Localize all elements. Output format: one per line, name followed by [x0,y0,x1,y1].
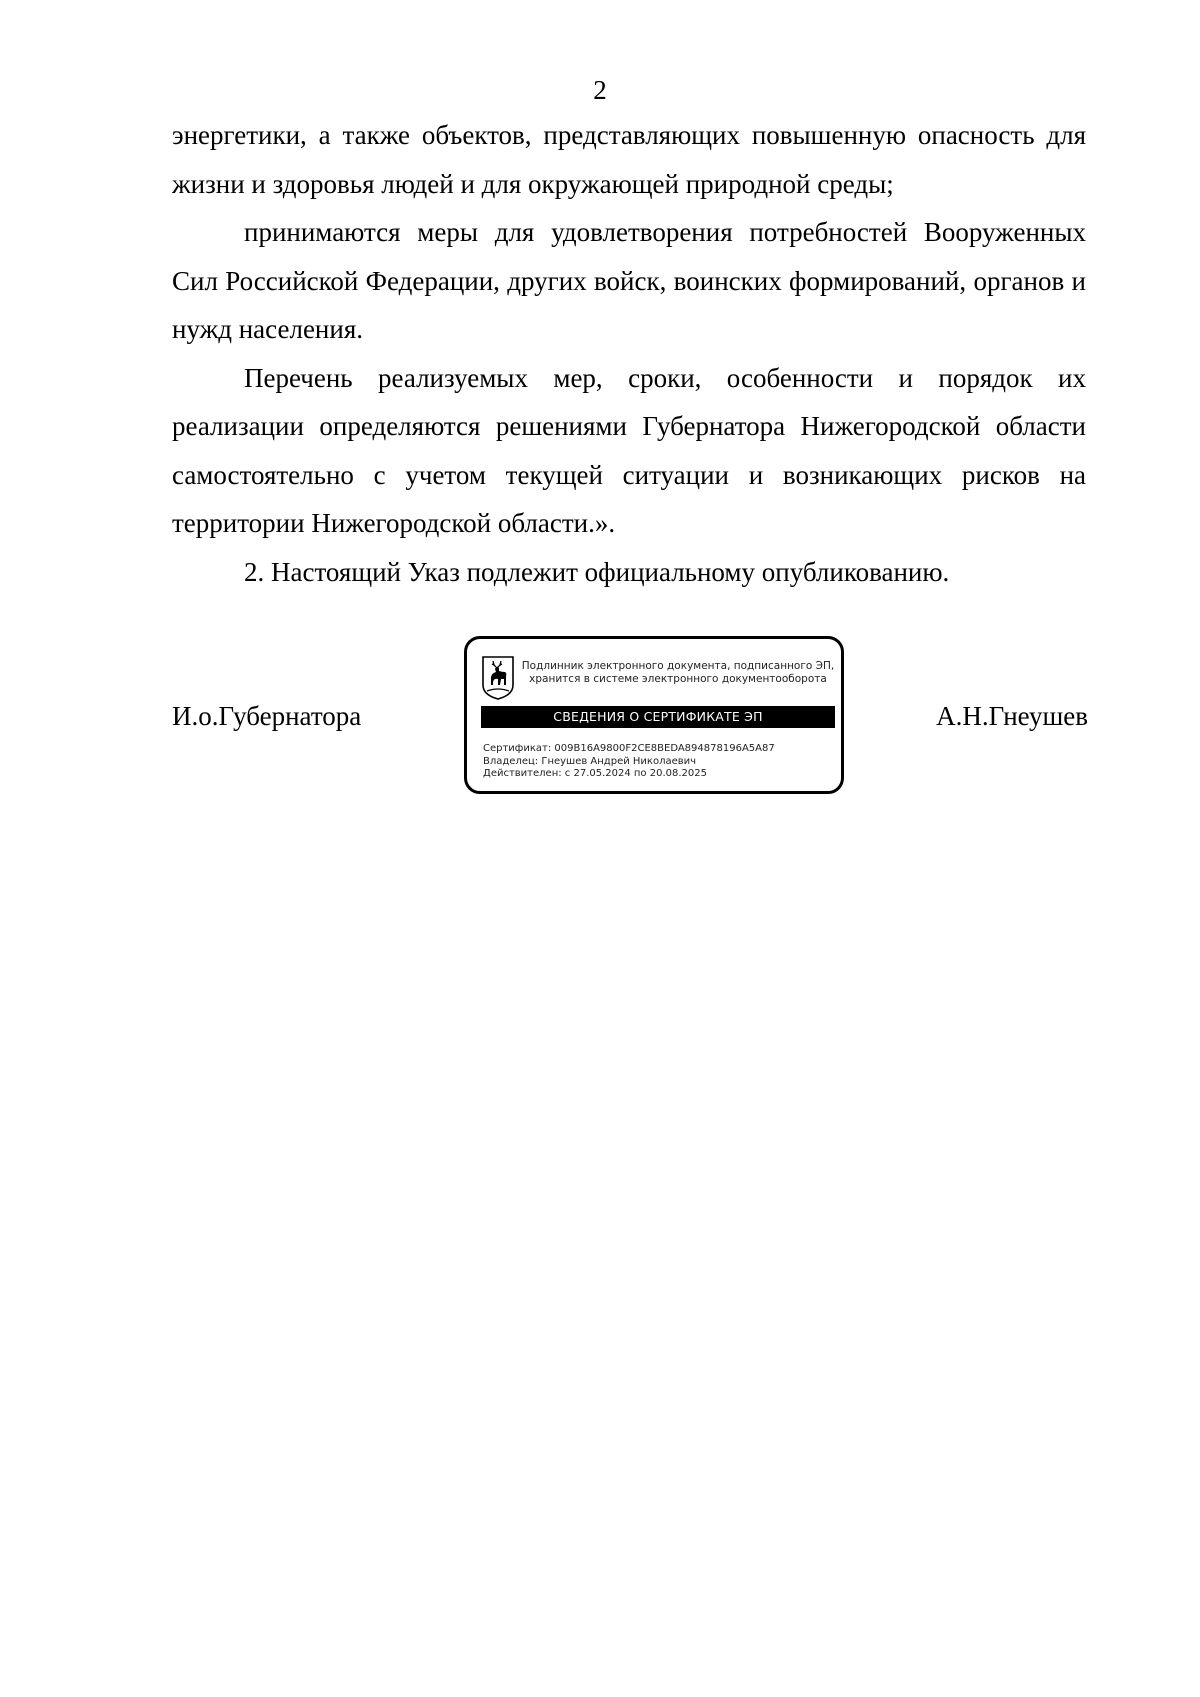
deer-coat-of-arms-icon [481,655,515,701]
paragraph-measures-list: Перечень реализуемых мер, сроки, особенности и порядок их реализации определяются решениями Губернатора Нижегородской области самостоятельно с учетом текущей ситуации и возникающих рисков на территории Нижегородской области.». [172,362,1086,538]
stamp-header-line-1: Подлинник электронного документа, подписанного ЭП, [521,660,835,672]
stamp-certificate-title: СВЕДЕНИЯ О СЕРТИФИКАТЕ ЭП [481,706,835,728]
certificate-number: Сертификат: 009B16A9800F2CE8BEDA894878196A5A87 [483,743,775,754]
stamp-header [519,660,837,686]
certificate-owner: Владелец: Гнеушев Андрей Николаевич [483,755,697,767]
signatory-position: И.о.Губернатора [172,701,362,731]
page-number: 2 [593,75,607,105]
certificate-validity: Действителен: с 27.05.2024 по 20.08.2025 [483,768,707,779]
paragraph-continuation: энергетики, а также объектов, представляющих повышенную опасность для жизни и здоровья людей и для окружающей природной среды; [172,120,1086,199]
document-body [172,111,1086,596]
signatory-name: А.Н.Гнеушев [936,701,1088,731]
stamp-certificate-details [483,743,775,781]
stamp-header-line-2: хранится в системе электронного документооборота [529,673,827,685]
paragraph-publication: 2. Настоящий Указ подлежит официальному опубликованию. [244,556,950,587]
paragraph-armed-forces-needs: принимаются меры для удовлетворения потребностей Вооруженных Сил Российской Федерации, других войск, воинских формирований, органов и нужд населения. [172,217,1086,344]
electronic-signature-stamp [464,636,844,794]
